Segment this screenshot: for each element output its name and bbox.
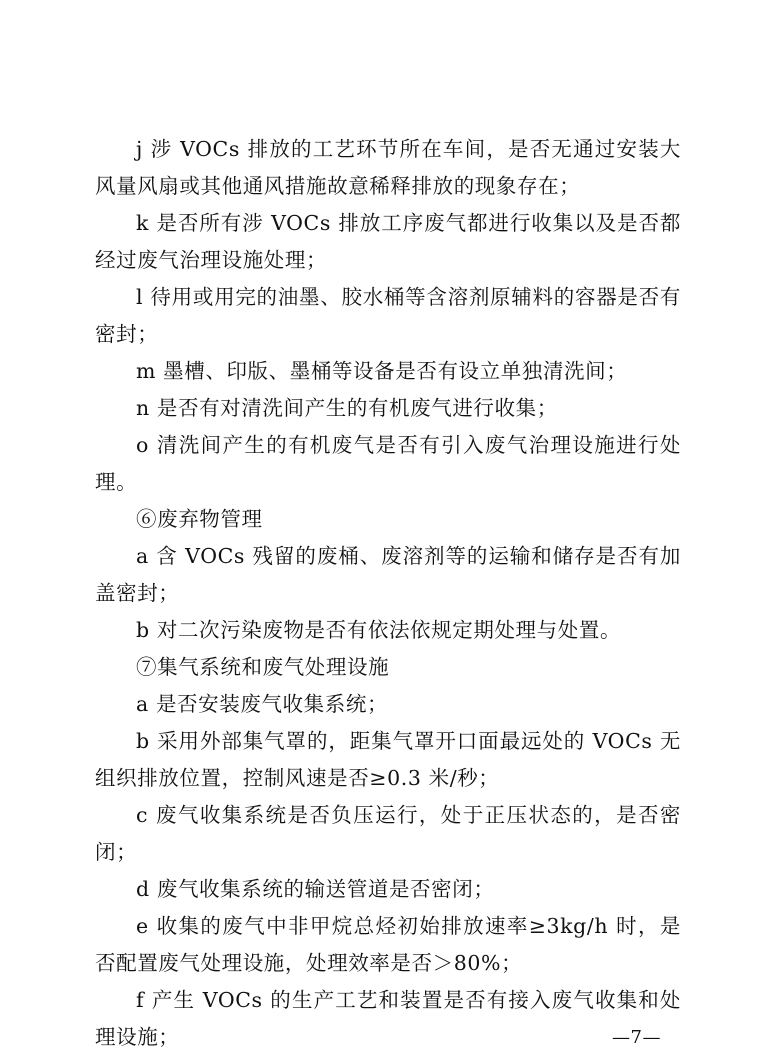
paragraph-gas-c: c 废气收集系统是否负压运行，处于正压状态的，是否密闭； xyxy=(95,803,681,864)
document-body xyxy=(95,131,681,1056)
paragraph-k: k 是否所有涉 VOCs 排放工序废气都进行收集以及是否都经过废气治理设施处理； xyxy=(95,211,681,272)
paragraph-j: j 涉 VOCs 排放的工艺环节所在车间，是否无通过安装大风量风扇或其他通风措施故意稀释排放的现象存在； xyxy=(95,137,681,198)
paragraph-l: l 待用或用完的油墨、胶水桶等含溶剂原辅料的容器是否有密封； xyxy=(95,285,681,346)
paragraph-waste-b: b 对二次污染废物是否有依法依规定期处理与处置。 xyxy=(136,618,622,642)
paragraph-n: n 是否有对清洗间产生的有机废气进行收集； xyxy=(136,396,558,420)
paragraph-gas-f: f 产生 VOCs 的生产工艺和装置是否有接入废气收集和处理设施； xyxy=(95,988,681,1049)
paragraph-gas-d: d 废气收集系统的输送管道是否密闭； xyxy=(136,877,495,901)
paragraph-o: o 清洗间产生的有机废气是否有引入废气治理设施进行处理。 xyxy=(95,433,681,494)
section-heading-gas-collection: ⑦集气系统和废气处理设施 xyxy=(136,655,390,679)
paragraph-gas-a: a 是否安装废气收集系统； xyxy=(136,692,389,716)
paragraph-gas-b: b 采用外部集气罩的，距集气罩开口面最远处的 VOCs 无组织排放位置，控制风速是否≥0.3 米/秒； xyxy=(95,729,681,790)
page-number: —7— xyxy=(612,1027,661,1048)
section-heading-waste-management: ⑥废弃物管理 xyxy=(136,507,263,531)
paragraph-waste-a: a 含 VOCs 残留的废桶、废溶剂等的运输和储存是否有加盖密封； xyxy=(95,544,681,605)
paragraph-m: m 墨槽、印版、墨桶等设备是否有设立单独清洗间； xyxy=(136,359,628,383)
paragraph-gas-e: e 收集的废气中非甲烷总烃初始排放速率≥3kg/h 时，是否配置废气处理设施，处理效率是否＞80%； xyxy=(95,914,681,975)
